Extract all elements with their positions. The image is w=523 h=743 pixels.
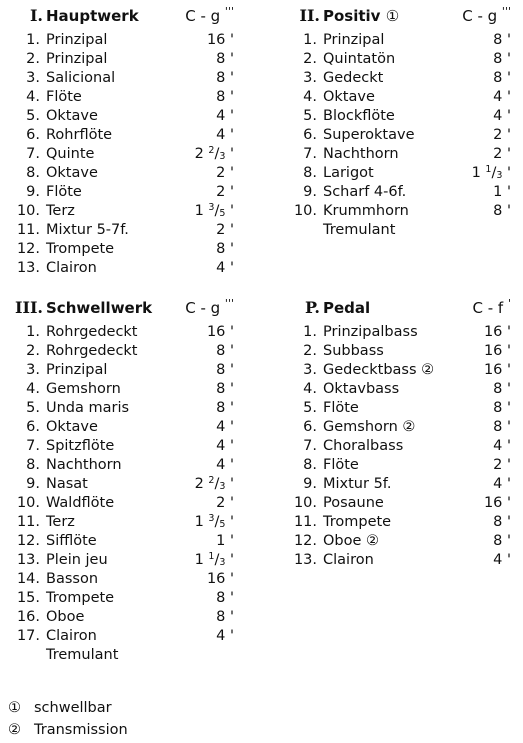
stop-row [6,456,238,475]
stop-pitch: 4 ' [493,552,511,568]
stop-row [283,532,515,551]
stop-number: 4. [303,381,317,397]
stop-name: Oktave [323,89,375,105]
stop-pitch: 8 ' [493,32,511,48]
stop-name: Prinzipal [46,362,108,378]
stop-number: 6. [26,127,40,143]
stop-name: Blockflöte [323,108,395,124]
stop-row [6,126,238,145]
stop-pitch: 8 ' [493,419,511,435]
division-numeral: II. [299,6,320,25]
stop-number: 9. [26,184,40,200]
stop-number: 6. [26,419,40,435]
stop-row [6,88,238,107]
division-numeral: I. [29,6,43,25]
stop-number: 11. [16,514,40,530]
stop-number: 1. [26,324,40,340]
stop-row [6,361,238,380]
stop-number: 2. [26,51,40,67]
stop-number: 1. [26,32,40,48]
stop-pitch: 16 ' [483,324,511,340]
legend-text: Transmission [34,722,128,738]
stop-number: 3. [26,362,40,378]
division-header [283,298,515,320]
stop-number: 13. [16,260,40,276]
stop-name: Terz [46,203,75,219]
stop-pitch: 16 ' [206,571,234,587]
stop-row [283,456,515,475]
stop-number: 7. [303,438,317,454]
stop-number: 5. [26,400,40,416]
stop-number: 10. [16,203,40,219]
stop-name: Oboe [46,609,85,625]
stop-row [6,240,238,259]
stop-row [283,164,515,183]
stop-pitch: 8 ' [493,381,511,397]
stop-pitch: 16 ' [483,362,511,378]
stop-name: Clairon [46,628,97,644]
stop-row [283,437,515,456]
division-numeral: III. [14,298,43,317]
stop-name: Prinzipal [46,32,108,48]
division-title-text: Positiv [323,7,381,25]
division-positiv [283,6,515,240]
stop-number: 5. [303,400,317,416]
stop-pitch: 8 ' [216,343,234,359]
stop-number: 13. [16,552,40,568]
stop-pitch: 2 ' [216,495,234,511]
stop-pitch: 1 $^3/_5$ ' [194,202,234,219]
stop-name: Oktavbass [323,381,400,397]
legend-text: schwellbar [34,700,112,716]
division-title [323,6,399,26]
stop-pitch: 8 ' [216,70,234,86]
stop-number: 8. [303,457,317,473]
stop-list [283,31,515,240]
stop-pitch: 4 ' [216,419,234,435]
stop-row [283,361,515,380]
stop-row [6,69,238,88]
stop-row [283,50,515,69]
stop-pitch: 1 $^3/_5$ ' [194,513,234,530]
stop-pitch: 4 ' [216,260,234,276]
stop-row [283,202,515,221]
stop-row [6,399,238,418]
stop-pitch: 2 $^2/_3$ ' [194,145,234,162]
stop-name: Trompete [323,514,392,530]
stop-row [283,69,515,88]
stop-name: Mixtur 5-7f. [46,222,129,238]
stop-row [6,164,238,183]
stop-row [6,202,238,221]
legend-item-transmission [8,719,128,741]
stop-name: Oktave [46,419,98,435]
stop-row [283,342,515,361]
stop-pitch: 8 ' [493,533,511,549]
stop-name: Flöte [46,184,82,200]
division-numeral: P. [305,298,320,317]
stop-name: Rohrflöte [46,127,113,143]
division-schwellwerk [6,298,238,665]
stop-row [6,513,238,532]
legend [8,697,128,741]
stop-row [6,221,238,240]
division-header [6,298,238,320]
stop-name: Unda maris [46,400,130,416]
stop-pitch: 8 ' [216,400,234,416]
stop-row [6,107,238,126]
stop-pitch: 2 $^2/_3$ ' [194,475,234,492]
division-hauptwerk [6,6,238,278]
stop-name: Waldflöte [46,495,115,511]
division-compass: C - g ''' [185,297,234,317]
stop-pitch: 8 ' [216,609,234,625]
division-title-text: Hauptwerk [46,7,139,25]
division-header [283,6,515,28]
division-header [6,6,238,28]
stop-row [283,494,515,513]
stop-pitch: 4 ' [493,89,511,105]
stop-number: 4. [303,89,317,105]
stop-number: 10. [293,203,317,219]
stop-row [283,31,515,50]
stop-pitch: 16 ' [483,343,511,359]
stop-pitch: 2 ' [493,457,511,473]
stop-name: Choralbass [323,438,404,454]
stop-row [283,399,515,418]
stop-pitch: 1 $^1/_3$ ' [194,551,234,568]
stop-number: 4. [26,89,40,105]
stop-number: 3. [303,362,317,378]
stop-number: 1. [303,32,317,48]
stop-number: 14. [16,571,40,587]
stop-row [6,627,238,646]
stop-name: Subbass [323,343,384,359]
stop-pitch: 8 ' [216,241,234,257]
division-pedal [283,298,515,570]
stop-number: 12. [293,533,317,549]
stop-pitch: 2 ' [216,222,234,238]
stop-row [6,183,238,202]
stop-name: Flöte [323,400,359,416]
stop-row [6,437,238,456]
stop-name: Oktave [46,108,98,124]
stop-number: 7. [303,146,317,162]
stop-pitch: 1 $^1/_3$ ' [471,164,511,181]
stop-row [6,551,238,570]
stop-name: Larigot [323,165,374,181]
stop-pitch: 8 ' [216,51,234,67]
division-compass: C - g ''' [185,5,234,25]
stop-name: Salicional [46,70,116,86]
stop-number: 16. [16,609,40,625]
stop-pitch: 4 ' [216,127,234,143]
stop-pitch: 8 ' [493,400,511,416]
stop-row [6,589,238,608]
stop-name: Clairon [46,260,97,276]
division-compass: C - f ' [472,297,511,317]
stop-number: 3. [26,70,40,86]
stop-row [6,145,238,164]
stop-pitch: 4 ' [216,457,234,473]
stop-name: Basson [46,571,99,587]
stop-name: Tremulant [46,647,119,663]
stop-number: 2. [26,343,40,359]
stop-number: 8. [26,457,40,473]
stop-row [283,551,515,570]
stop-name: Nasat [46,476,88,492]
stop-row [6,31,238,50]
stop-name: Posaune [323,495,384,511]
stop-pitch: 16 ' [483,495,511,511]
stop-name: Gemshorn ② [323,419,416,435]
stop-name: Spitzflöte [46,438,115,454]
stop-pitch: 4 ' [216,438,234,454]
stop-number: 4. [26,381,40,397]
stop-name: Quintatön [323,51,396,67]
stop-number: 8. [26,165,40,181]
stop-pitch: 2 ' [216,165,234,181]
stop-pitch: 4 ' [493,108,511,124]
stop-number: 9. [303,184,317,200]
stop-pitch: 4 ' [493,476,511,492]
division-title [46,298,152,318]
stop-pitch: 4 ' [493,438,511,454]
stop-name: Tremulant [323,222,396,238]
stop-number: 5. [303,108,317,124]
stop-row [6,418,238,437]
stop-number: 11. [16,222,40,238]
legend-item-swell [8,697,128,719]
stop-name: Oboe ② [323,533,380,549]
stop-row [6,608,238,627]
stop-list [6,31,238,278]
stop-row [6,323,238,342]
stop-pitch: 2 ' [493,127,511,143]
stop-pitch: 8 ' [216,89,234,105]
stop-name: Flöte [46,89,82,105]
stop-number: 15. [16,590,40,606]
stop-number: 1. [303,324,317,340]
stop-name: Oktave [46,165,98,181]
stop-number: 12. [16,241,40,257]
stop-name: Sifflöte [46,533,97,549]
stop-name: Clairon [323,552,374,568]
stop-name: Flöte [323,457,359,473]
stop-name: Quinte [46,146,95,162]
stop-name: Gemshorn [46,381,121,397]
stop-name: Terz [46,514,75,530]
stop-number: 10. [293,495,317,511]
stop-pitch: 4 ' [216,628,234,644]
stop-row [283,88,515,107]
stop-pitch: 4 ' [216,108,234,124]
stop-number: 10. [16,495,40,511]
stop-number: 8. [303,165,317,181]
stop-name: Superoktave [323,127,415,143]
stop-pitch: 8 ' [216,590,234,606]
division-title-text: Pedal [323,299,371,317]
stop-row [6,50,238,69]
stop-name: Nachthorn [323,146,399,162]
stop-name: Nachthorn [46,457,122,473]
division-title-text: Schwellwerk [46,299,153,317]
swell-marker: ① [385,7,400,25]
stop-row [6,380,238,399]
stop-pitch: 2 ' [493,146,511,162]
stop-number: 9. [26,476,40,492]
stop-pitch: 8 ' [493,514,511,530]
stop-number: 3. [303,70,317,86]
stop-name: Trompete [46,241,115,257]
stop-number: 12. [16,533,40,549]
stop-number: 6. [303,419,317,435]
stop-name: Gedeckt [323,70,384,86]
division-title [323,298,370,318]
stop-row [283,513,515,532]
stop-name: Scharf 4-6f. [323,184,407,200]
stop-name: Prinzipalbass [323,324,418,340]
stop-number: 2. [303,51,317,67]
stop-pitch: 8 ' [216,362,234,378]
stop-pitch: 8 ' [493,70,511,86]
stop-number: 13. [293,552,317,568]
stop-row [6,342,238,361]
stop-row [6,259,238,278]
stop-number: 5. [26,108,40,124]
stop-name: Trompete [46,590,115,606]
stop-name: Rohrgedeckt [46,324,138,340]
stop-pitch: 8 ' [493,51,511,67]
legend-symbol: ① [8,700,21,716]
stop-row [283,418,515,437]
stop-row [283,183,515,202]
stop-row [6,570,238,589]
stop-number: 9. [303,476,317,492]
stop-row [283,145,515,164]
stop-row [6,494,238,513]
stop-row [283,323,515,342]
stop-list [6,323,238,665]
stop-list [283,323,515,570]
stop-name: Plein jeu [46,552,108,568]
stop-row [6,532,238,551]
stop-number: 6. [303,127,317,143]
stop-name: Gedecktbass ② [323,362,435,378]
stop-number: 2. [303,343,317,359]
stop-pitch: 16 ' [206,324,234,340]
division-title [46,6,139,26]
stop-number: 7. [26,438,40,454]
stop-pitch: 16 ' [206,32,234,48]
stop-pitch: 2 ' [216,184,234,200]
stop-name: Prinzipal [323,32,385,48]
stop-row [283,107,515,126]
stop-number: 17. [16,628,40,644]
legend-symbol: ② [8,722,21,738]
stop-row [283,380,515,399]
stop-name: Rohrgedeckt [46,343,138,359]
stop-row [283,221,515,240]
stop-name: Mixtur 5f. [323,476,392,492]
division-compass: C - g ''' [462,5,511,25]
stop-row [283,126,515,145]
stop-row [6,646,238,665]
stop-row [6,475,238,494]
stop-pitch: 8 ' [493,203,511,219]
stop-pitch: 8 ' [216,381,234,397]
stop-name: Prinzipal [46,51,108,67]
stop-name: Krummhorn [323,203,409,219]
stop-row [283,475,515,494]
stop-pitch: 1 ' [216,533,234,549]
stop-number: 11. [293,514,317,530]
stop-pitch: 1 ' [493,184,511,200]
stop-number: 7. [26,146,40,162]
